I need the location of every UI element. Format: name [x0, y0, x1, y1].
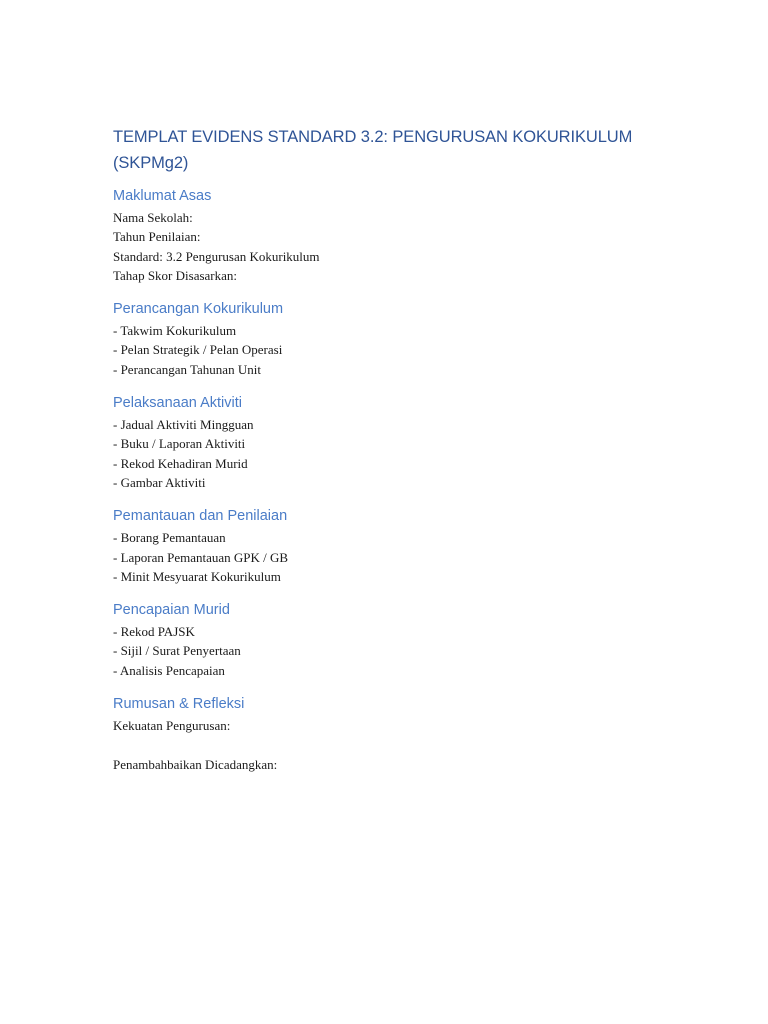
document-page — [113, 124, 673, 788]
list-item: - Minit Mesyuarat Kokurikulum — [113, 568, 281, 584]
field-kekuatan-pengurusan: Kekuatan Pengurusan: — [113, 718, 231, 734]
list-item: - Rekod Kehadiran Murid — [113, 455, 248, 471]
list-item: - Jadual Aktiviti Mingguan — [113, 417, 254, 433]
section-heading: Perancangan Kokurikulum — [113, 301, 284, 318]
section-rumusan — [113, 694, 673, 774]
section-pemantauan — [113, 506, 673, 586]
field-tahap-skor: Tahap Skor Disasarkan: — [113, 267, 238, 283]
field-nama-sekolah: Nama Sekolah: — [113, 210, 193, 225]
section-heading: Maklumat Asas — [113, 188, 212, 204]
section-pelaksanaan — [113, 393, 673, 492]
list-item: - Laporan Pemantauan GPK / GB — [113, 549, 289, 565]
list-item: - Analisis Pencapaian — [113, 662, 225, 678]
section-perancangan — [113, 299, 673, 379]
list-item: - Rekod PAJSK — [113, 624, 195, 640]
list-item: - Borang Pemantauan — [113, 530, 226, 546]
list-item: - Gambar Aktiviti — [113, 474, 206, 490]
blank-line — [113, 735, 673, 754]
list-item: - Pelan Strategik / Pelan Operasi — [113, 342, 283, 358]
field-standard: Standard: 3.2 Pengurusan Kokurikulum — [113, 248, 320, 264]
document-title: TEMPLAT EVIDENS STANDARD 3.2: PENGURUSAN KOKURIKULUM (SKPMg2) — [113, 128, 633, 172]
section-heading: Pelaksanaan Aktiviti — [113, 395, 242, 412]
list-item: - Buku / Laporan Aktiviti — [113, 436, 246, 452]
list-item: - Takwim Kokurikulum — [113, 323, 237, 339]
field-tahun-penilaian: Tahun Penilaian: — [113, 229, 201, 245]
section-heading: Pencapaian Murid — [113, 602, 230, 619]
list-item: - Sijil / Surat Penyertaan — [113, 643, 241, 659]
field-penambahbaikan: Penambahbaikan Dicadangkan: — [113, 756, 278, 772]
section-pencapaian — [113, 600, 673, 680]
list-item: - Perancangan Tahunan Unit — [113, 361, 261, 377]
section-heading: Rumusan & Refleksi — [113, 696, 245, 713]
section-maklumat-asas — [113, 186, 673, 285]
section-heading: Pemantauan dan Penilaian — [113, 508, 288, 525]
